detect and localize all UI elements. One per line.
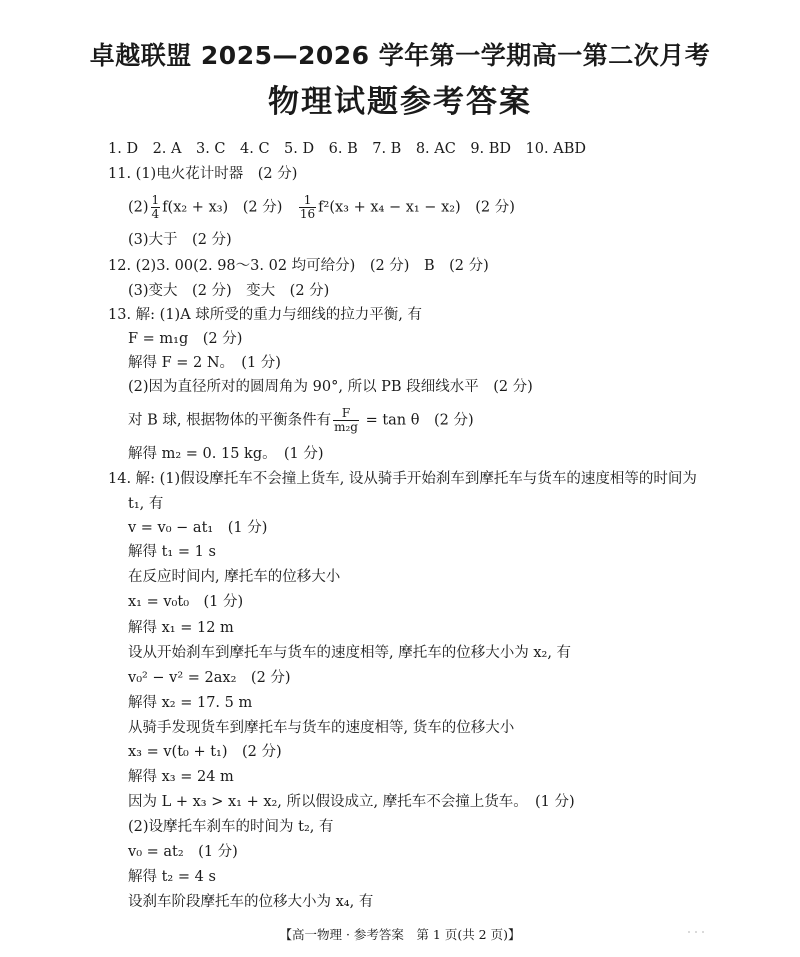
fraction-denominator: m₂g (334, 420, 358, 434)
q11-part1: 11. (1)电火花计时器 (2 分) (108, 166, 298, 182)
q14-line: 解得 x₃ = 24 m (128, 769, 234, 785)
q13-balance-equation (128, 407, 474, 434)
fraction-f-over-m2g (333, 407, 359, 434)
q14-line: 设刹车阶段摩托车的位移大小为 x₄, 有 (128, 894, 374, 910)
q13-eq-suffix: = tan θ (2 分) (360, 412, 474, 429)
q12-part3: (3)变大 (2 分) 变大 (2 分) (128, 283, 330, 299)
q14-line: t₁, 有 (128, 496, 164, 512)
choice-answers: 1. D 2. A 3. C 4. C 5. D 6. B 7. B 8. AC 9. BD 10. ABD (108, 141, 586, 157)
q14-line: (2)设摩托车刹车的时间为 t₂, 有 (128, 819, 334, 835)
q11-part2-expr2: f²(x₃ + x₄ − x₁ − x₂) (2 分) (318, 199, 515, 216)
page-footer: 【高一物理 · 参考答案 第 1 页(共 2 页)】 (279, 927, 521, 942)
q13-line: 解得 m₂ = 0. 15 kg。 (1 分) (128, 446, 324, 462)
q11-part2-prefix: (2) (128, 199, 149, 216)
q11-part2-expr1: f(x₂ + x₃) (2 分) (162, 199, 297, 216)
fraction-one-quarter (151, 194, 161, 221)
scan-artifact-dots (688, 931, 708, 935)
fraction-denominator: 16 (299, 207, 316, 221)
q13-heading: 13. 解: (1)A 球所受的重力与细线的拉力平衡, 有 (108, 307, 422, 323)
fraction-numerator: 1 (151, 193, 160, 207)
q11-part3: (3)大于 (2 分) (128, 232, 232, 248)
q14-line: v = v₀ − at₁ (1 分) (128, 520, 268, 536)
q13-line: 解得 F = 2 N。 (1 分) (128, 355, 281, 371)
q14-line: 解得 x₂ = 17. 5 m (128, 695, 253, 711)
q13-line: F = m₁g (2 分) (128, 331, 243, 347)
q14-line: 从骑手发现货车到摩托车与货车的速度相等, 货车的位移大小 (128, 720, 515, 736)
q11-part2 (128, 194, 515, 221)
q14-line: v₀² − v² = 2ax₂ (2 分) (128, 670, 291, 686)
exam-title: 卓越联盟 2025—2026 学年第一学期高一第二次月考 (89, 41, 711, 70)
q14-line: x₁ = v₀t₀ (1 分) (128, 594, 244, 610)
q14-line: 解得 t₁ = 1 s (128, 544, 216, 560)
q14-line: 因为 L + x₃ > x₁ + x₂, 所以假设成立, 摩托车不会撞上货车。 (1 分) (128, 794, 575, 810)
q14-line: 解得 t₂ = 4 s (128, 869, 216, 885)
q13-line: (2)因为直径所对的圆周角为 90°, 所以 PB 段细线水平 (2 分) (128, 379, 533, 395)
q14-line: 设从开始刹车到摩托车与货车的速度相等, 摩托车的位移大小为 x₂, 有 (128, 645, 572, 661)
q14-line: 在反应时间内, 摩托车的位移大小 (128, 569, 341, 585)
fraction-numerator: 1 (299, 194, 316, 208)
q14-line: 解得 x₁ = 12 m (128, 620, 234, 636)
q14-heading: 14. 解: (1)假设摩托车不会撞上货车, 设从骑手开始刹车到摩托车与货车的速度相等的时间为 (108, 471, 697, 487)
q12-part2: 12. (2)3. 00(2. 98～3. 02 均可给分) (2 分) B (2 分) (108, 258, 489, 274)
q14-line: x₃ = v(t₀ + t₁) (2 分) (128, 744, 282, 760)
answer-key-title: 物理试题参考答案 (268, 84, 532, 120)
q13-eq-prefix: 对 B 球, 根据物体的平衡条件有 (128, 412, 332, 429)
fraction-denominator: 4 (151, 207, 160, 221)
fraction-numerator: F (333, 407, 359, 421)
fraction-one-sixteenth (299, 194, 316, 221)
q14-line: v₀ = at₂ (1 分) (128, 844, 238, 860)
